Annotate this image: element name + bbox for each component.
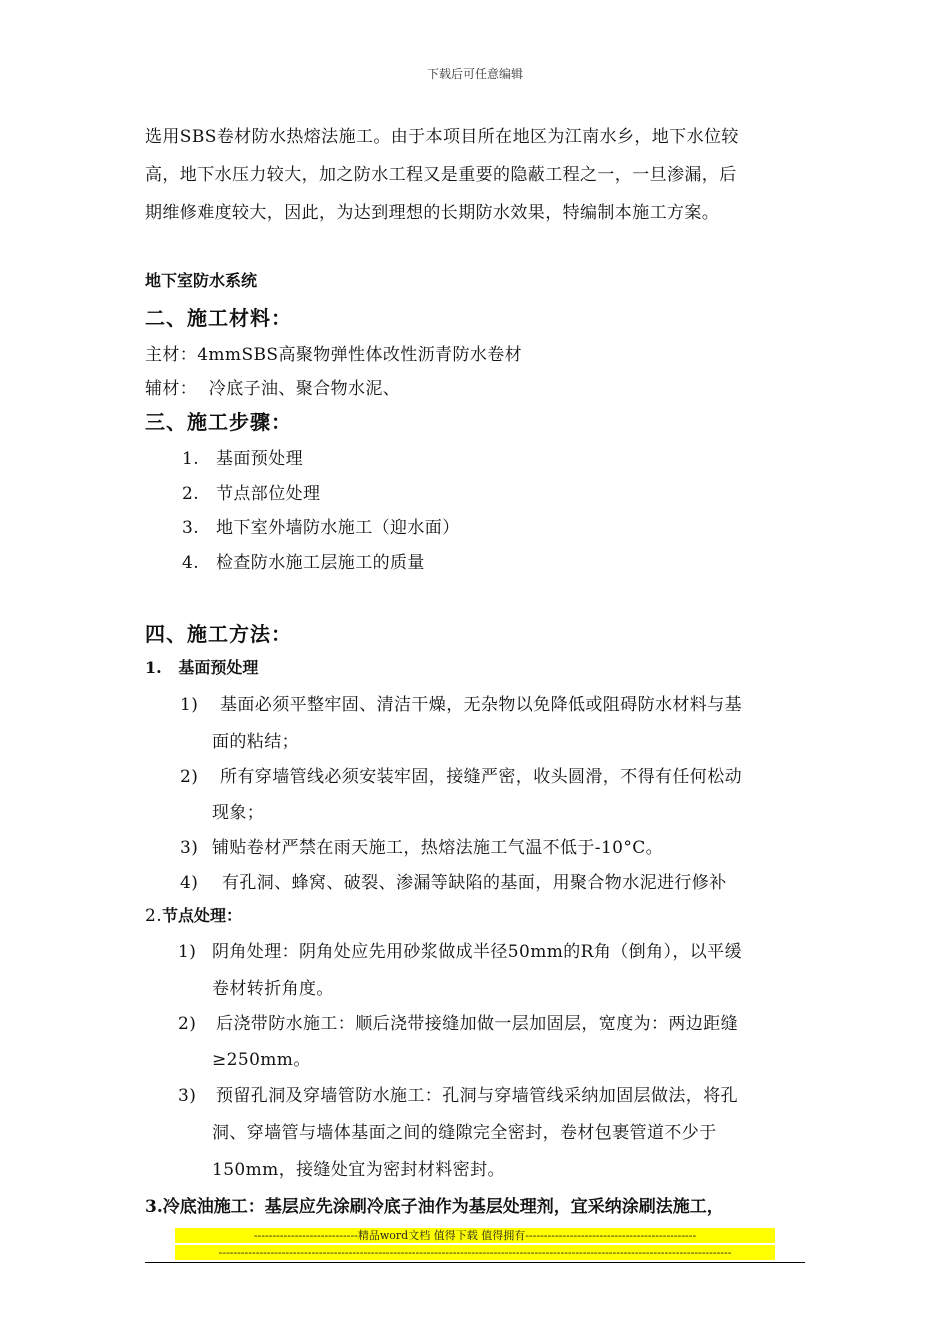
- subsection-3-text: 3.冷底油施工：基层应先涂刷冷底子油作为基层处理剂，宜采纳涂刷法施工，: [145, 1197, 724, 1217]
- item-text-cont: 现象；: [212, 803, 265, 823]
- step-number: 2.: [182, 484, 200, 504]
- step-text: 节点部位处理: [216, 484, 321, 504]
- subsection-2-title: [145, 903, 242, 926]
- item-text-cont: ≥250mm。: [212, 1050, 311, 1070]
- method-item: [178, 1081, 738, 1106]
- section-3-title: 三、施工步骤：: [145, 410, 292, 434]
- method-item: [180, 868, 727, 893]
- subsection-2-text: 节点处理：: [162, 906, 243, 925]
- method-item: [180, 833, 663, 858]
- step-number: 3.: [182, 518, 200, 538]
- method-item: [178, 1009, 738, 1034]
- item-text: 所有穿墙管线必须安装牢固，接缝严密，收头圆滑，不得有任何松动: [220, 767, 742, 787]
- subsection-1-title: 1. 基面预处理: [145, 658, 259, 677]
- item-text: 基面必须平整牢固、清洁干燥，无杂物以免降低或阻碍防水材料与基: [220, 695, 742, 715]
- item-text-cont: 卷材转折角度。: [212, 979, 334, 999]
- subsection-2-number: 2.: [145, 906, 163, 926]
- step-item: [182, 513, 460, 538]
- item-text: 后浇带防水施工：顺后浇带接缝加做一层加固层，宽度为：两边距缝: [216, 1014, 738, 1034]
- intro-line-3: 期维修难度较大，因此，为达到理想的长期防水效果，特编制本施工方案。: [145, 203, 720, 223]
- item-number: 2): [180, 767, 199, 787]
- step-number: 4.: [182, 553, 200, 573]
- item-number: 3): [180, 838, 199, 858]
- item-text: 有孔洞、蜂窝、破裂、渗漏等缺陷的基面，用聚合物水泥进行修补: [222, 873, 727, 893]
- section-4-title: 四、施工方法：: [145, 622, 292, 646]
- section-2-title: 二、施工材料：: [145, 306, 292, 330]
- step-text: 检查防水施工层施工的质量: [216, 553, 425, 573]
- step-number: 1.: [182, 449, 200, 469]
- item-number: 1): [178, 942, 197, 962]
- intro-line-1: 选用SBS卷材防水热熔法施工。由于本项目所在地区为江南水乡，地下水位较: [145, 127, 739, 147]
- step-text: 基面预处理: [216, 449, 303, 469]
- item-number: 2): [178, 1014, 197, 1034]
- item-text: 预留孔洞及穿墙管防水施工：孔洞与穿墙管线采纳加固层做法，将孔: [216, 1086, 738, 1106]
- step-item: [182, 479, 320, 504]
- item-text: 阴角处理：阴角处应先用砂浆做成半径50mm的R角（倒角），以平缓: [212, 942, 742, 962]
- item-number: 4): [180, 873, 199, 893]
- footer-banner-line-2: ------------------------------------------------------------------------------------------------------------------------------------------: [175, 1245, 775, 1260]
- aux-material: 辅材： 冷底子油、聚合物水泥、: [145, 379, 401, 399]
- method-item: [178, 937, 742, 962]
- step-item: [182, 444, 303, 469]
- step-item: [182, 548, 425, 573]
- item-number: 1): [180, 695, 199, 715]
- item-text-cont: 150mm，接缝处宜为密封材料密封。: [212, 1160, 505, 1180]
- system-title: 地下室防水系统: [145, 271, 258, 290]
- main-material: 主材：4mmSBS高聚物弹性体改性沥青防水卷材: [145, 345, 523, 365]
- method-item: [180, 690, 742, 715]
- item-text-cont: 面的粘结；: [212, 732, 299, 752]
- intro-line-2: 高，地下水压力较大，加之防水工程又是重要的隐蔽工程之一，一旦渗漏，后: [145, 165, 737, 185]
- item-text: 铺贴卷材严禁在雨天施工，热熔法施工气温不低于-10°C。: [212, 838, 664, 858]
- step-text: 地下室外墙防水施工（迎水面）: [216, 518, 460, 538]
- item-number: 3): [178, 1086, 197, 1106]
- page-header: 下载后可任意编辑: [426, 67, 523, 81]
- method-item: [180, 762, 742, 787]
- item-text-cont: 洞、穿墙管与墙体基面之间的缝隙完全密封，卷材包裹管道不少于: [212, 1123, 717, 1143]
- footer-banner-line-1: ----------------------------精品word文档 值得下载 值得拥有----------------------------------------------: [175, 1228, 775, 1243]
- footer-divider: [145, 1262, 805, 1263]
